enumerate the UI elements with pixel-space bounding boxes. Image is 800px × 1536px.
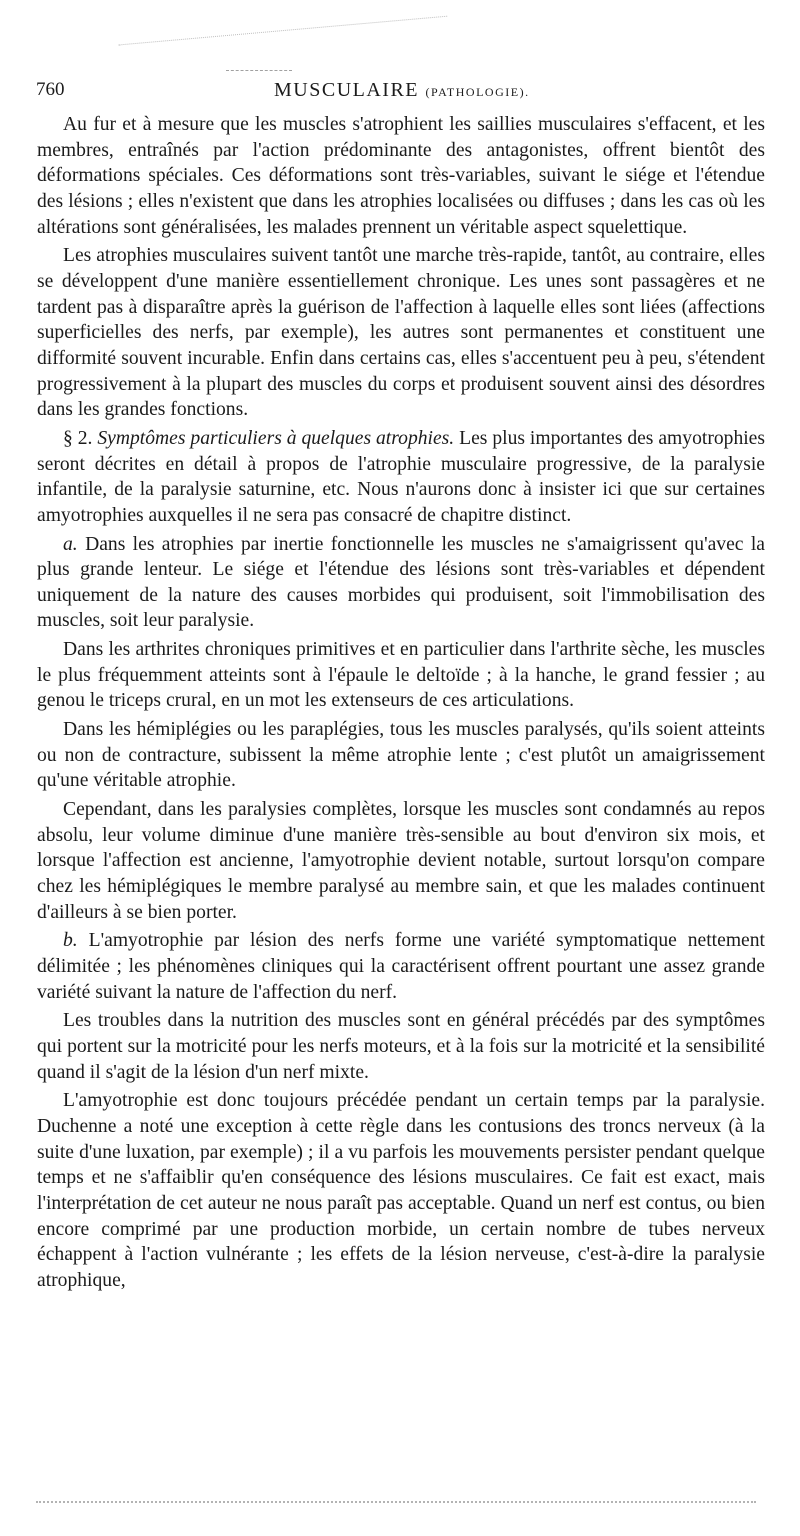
item-a-mark: a.	[63, 533, 78, 555]
section-2-paragraph	[37, 426, 765, 529]
running-title-main: MUSCULAIRE	[274, 79, 420, 101]
item-b-text: L'amyotrophie par lésion des nerfs forme une variété symptomatique nettement délimitée ; les phénomènes cliniques qui la caractérisent offrent pourtant une assez grande variété suivant la nature de l'affection du nerf.	[37, 930, 765, 1003]
running-header	[36, 76, 776, 104]
page-number: 760	[36, 79, 65, 100]
paragraph-arthrites: Dans les arthrites chroniques primitives et en particulier dans l'arthrite sèche, les muscles le plus fréquemment atteints sont à l'épaule le deltoïde ; à la hanche, le grand fessier ; au genou le triceps crural, en un mot les extenseurs de ces articulations.	[37, 639, 765, 712]
paragraph-duchenne: L'amyotrophie est donc toujours précédée pendant un certain temps par la paralysie. Duchenne a noté une exception à cette règle dans les contusions des troncs nerveux (à la suite d'une luxation, par exemple) ; il a vu parfois les mouvements persister pendant quelque temps et ne s'affaiblir qu'en conséquence des lésions musculaires. Ce fait est exact, mais l'interprétation de cet auteur ne nous paraît pas acceptable. Quand un nerf est contus, ou bien encore comprimé par une production morbide, un certain nombre de tubes nerveux échappent à l'action vulnérante ; les effets de la lésion nerveuse, c'est-à-dire la paralysie atrophique,	[37, 1090, 765, 1291]
paragraph-hemiplegies: Dans les hémiplégies ou les paraplégies, tous les muscles paralysés, qu'ils soient atteints ou non de contracture, subissent la même atrophie lente ; c'est plutôt un amaigrissement qu'une véritable atrophie.	[37, 719, 765, 792]
item-a-paragraph	[37, 532, 765, 635]
paragraph-paralysies-completes: Cependant, dans les paralysies complètes, lorsque les muscles sont condamnés au repos absolu, leur volume diminue d'une manière très-sensible au bout d'environ six mois, et lorsque l'affection est ancienne, l'amyotrophie devient notable, surtout lorsqu'on compare chez les hémiplégiques le membre paralysé au membre sain, et que les malades continuent d'ailleurs à se bien porter.	[37, 799, 765, 923]
footer-dotted-rule	[36, 1501, 756, 1503]
item-a-text: Dans les atrophies par inertie fonctionnelle les muscles ne s'amaigrissent qu'avec la plus grande lenteur. Le siége et l'étendue des lésions sont très-variables et dépendent uniquement de la nature des causes morbides qui produisent, soit l'immobilisation des muscles, soit leur paralysie.	[37, 533, 765, 632]
body-text	[37, 112, 765, 1294]
item-b-paragraph	[37, 928, 765, 1005]
section-intro: Les plus importantes des amyotrophies seront décrites en détail à propos de l'atrophie musculaire progressive, de la paralysie infantile, de la paralysie saturnine, etc. Nous n'aurons donc à insister ici que sur certaines amyotrophies auxquelles il ne sera pas consacré de chapitre distinct.	[37, 427, 766, 526]
header-dashes	[226, 70, 292, 71]
section-mark: § 2.	[63, 427, 93, 449]
item-b-mark: b.	[63, 930, 78, 952]
running-title-sub: (PATHOLOGIE).	[425, 85, 530, 99]
paragraph-troubles-nutrition: Les troubles dans la nutrition des muscles sont en général précédés par des symptômes qui portent sur la motricité pour les nerfs moteurs, et à la fois sur la motricité et la sensibilité quand il s'agit de la lésion d'un nerf mixte.	[37, 1010, 765, 1083]
paragraph-deformations: Au fur et à mesure que les muscles s'atrophient les saillies musculaires s'effacent, et les membres, entraînés par l'action prédominante des antagonistes, offrent bientôt des déformations spéciales. Ces déformations sont très-variables, suivant le siége et l'étendue des lésions ; elles n'existent que dans les atrophies localisées ou diffuses ; dans les cas où les altérations sont généralisées, les malades prennent un véritable aspect squelettique.	[37, 114, 765, 238]
section-title: Symptômes particuliers à quelques atrophies.	[97, 427, 455, 449]
paragraph-evolution: Les atrophies musculaires suivent tantôt une marche très-rapide, tantôt, au contraire, elles se développent d'une manière essentiellement chronique. Les unes sont passagères et ne tardent pas à disparaître après la guérison de l'affection à laquelle elles sont liées (affections superficielles des nerfs, par exemple), les autres sont permanentes et constituent une difformité souvent incurable. Enfin dans certains cas, elles s'accentuent peu à peu, s'étendent progressivement à la plupart des muscles du corps et produisent souvent ainsi des désordres dans les grandes fonctions.	[37, 245, 765, 421]
running-title	[274, 76, 530, 106]
